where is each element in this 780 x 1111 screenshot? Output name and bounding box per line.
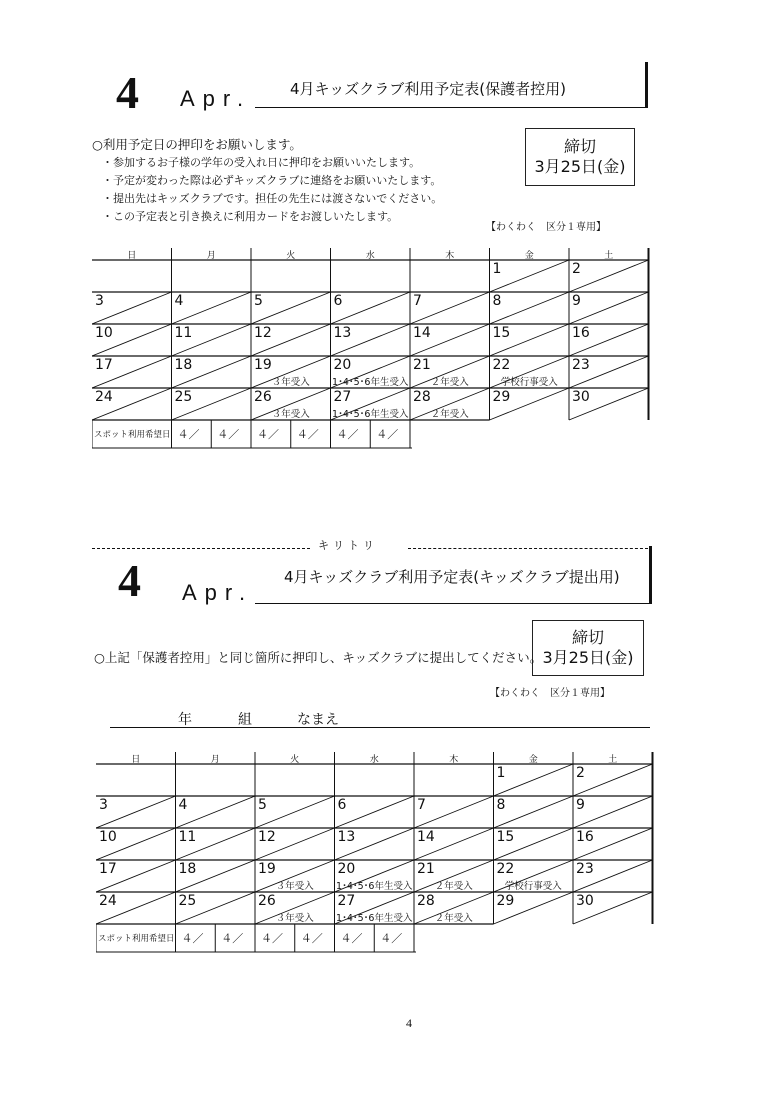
day-number: 25	[178, 893, 197, 909]
day-number: 11	[174, 325, 193, 341]
spot-date-field[interactable]: ４／	[296, 428, 319, 441]
deadline-label: 締切	[563, 137, 596, 156]
day-number: 17	[99, 861, 117, 877]
spot-date-field[interactable]: ４／	[340, 932, 363, 945]
name-label: なまえ	[297, 712, 339, 728]
day-number: 28	[413, 389, 431, 405]
day-number: 23	[576, 861, 594, 877]
spot-label: スポット利用希望日	[94, 430, 171, 440]
notes	[92, 136, 442, 226]
day-number: 9	[572, 293, 581, 309]
acceptance-label: ２年受入	[434, 913, 473, 924]
acceptance-label: 1･4･5･6年生受入	[336, 881, 413, 892]
day-number: 22	[496, 861, 515, 877]
cell-diagonal	[251, 292, 331, 324]
acceptance-label: ３年受入	[275, 881, 314, 892]
cell-diagonal	[573, 796, 653, 828]
acceptance-label: ２年受入	[430, 377, 469, 388]
day-number: 2	[576, 765, 585, 781]
day-number: 17	[95, 357, 113, 373]
day-number: 14	[417, 829, 435, 845]
day-number: 13	[333, 325, 352, 341]
notes-heading: ○利用予定日の押印をお願いします。	[92, 137, 302, 152]
weekday-label: 土	[604, 251, 614, 261]
weekday-label: 日	[131, 755, 141, 765]
cell-diagonal	[331, 292, 411, 324]
calendar-grid	[96, 752, 655, 964]
day-number: 1	[496, 765, 506, 781]
title-underline	[255, 603, 650, 604]
day-number: 6	[337, 797, 347, 813]
month-number: 4	[118, 555, 141, 606]
title-bar	[645, 62, 648, 108]
acceptance-label: 1･4･5･6年生受入	[332, 377, 409, 388]
day-number: 13	[337, 829, 356, 845]
day-number: 9	[576, 797, 585, 813]
cell-diagonal	[176, 796, 256, 828]
calendar-grid	[92, 248, 651, 460]
spot-date-field[interactable]: ４／	[181, 932, 204, 945]
day-number: 11	[178, 829, 197, 845]
day-number: 19	[254, 357, 272, 373]
cell-diagonal	[490, 292, 570, 324]
day-number: 5	[254, 293, 263, 309]
spot-date-field[interactable]: ４／	[257, 428, 279, 441]
day-number: 30	[572, 389, 590, 405]
page-title: 4月キッズクラブ利用予定表(保護者控用)	[290, 80, 566, 98]
cell-diagonal	[494, 764, 574, 796]
page-title: 4月キッズクラブ利用予定表(キッズクラブ提出用)	[284, 568, 620, 586]
day-number: 7	[417, 797, 426, 813]
cell-diagonal	[414, 796, 494, 828]
deadline-box	[532, 620, 644, 676]
cell-diagonal	[92, 292, 172, 324]
month-abbr: Apr.	[182, 580, 254, 605]
tag-label: 【わくわく 区分１専用】	[486, 222, 606, 233]
month-number: 4	[116, 67, 139, 118]
cut-label: キリトリ	[318, 539, 378, 552]
day-number: 8	[492, 293, 502, 309]
weekday-label: 木	[445, 251, 455, 261]
acceptance-label: ２年受入	[430, 409, 469, 420]
day-number: 18	[178, 861, 197, 877]
day-number: 4	[174, 293, 184, 309]
day-number: 5	[258, 797, 267, 813]
instruction: ○上記「保護者控用」と同じ箇所に押印し、キッズクラブに提出してください。	[94, 650, 543, 665]
day-number: 12	[254, 325, 272, 341]
day-number: 1	[492, 261, 502, 277]
title-bar	[649, 546, 652, 604]
page-number: 4	[406, 1016, 412, 1030]
day-number: 15	[496, 829, 515, 845]
title-underline	[255, 107, 646, 108]
class-label: 組	[238, 712, 252, 728]
day-number: 30	[576, 893, 594, 909]
cell-diagonal	[410, 292, 490, 324]
spot-date-field[interactable]: ４／	[177, 428, 200, 441]
weekday-label: 水	[365, 251, 375, 261]
day-number: 16	[576, 829, 594, 845]
day-number: 3	[95, 293, 104, 309]
day-number: 21	[417, 861, 435, 877]
spot-label: スポット利用希望日	[98, 934, 175, 944]
spot-date-field[interactable]: ４／	[376, 428, 399, 441]
weekday-label: 土	[608, 755, 618, 765]
cell-diagonal	[494, 796, 574, 828]
cell-diagonal	[569, 260, 649, 292]
cut-line-right	[408, 548, 648, 549]
day-number: 27	[337, 893, 356, 909]
cell-diagonal	[569, 292, 649, 324]
day-number: 20	[337, 861, 356, 877]
acceptance-label: ２年受入	[434, 881, 473, 892]
day-number: 14	[413, 325, 431, 341]
spot-date-field[interactable]: ４／	[336, 428, 359, 441]
cell-diagonal	[255, 796, 335, 828]
acceptance-label: 学校行事受入	[504, 881, 562, 892]
deadline-box	[525, 128, 635, 186]
day-number: 20	[333, 357, 352, 373]
day-number: 15	[492, 325, 511, 341]
day-number: 3	[99, 797, 108, 813]
cell-diagonal	[335, 796, 415, 828]
deadline-date: 3月25日(金)	[542, 648, 634, 667]
weekday-label: 木	[449, 755, 459, 765]
weekday-label: 月	[206, 251, 216, 261]
day-number: 4	[178, 797, 188, 813]
spot-date-field[interactable]: ４／	[261, 932, 283, 945]
weekday-label: 火	[286, 251, 296, 261]
note-item: ・予定が変わった際は必ずキッズクラブに連絡をお願いいたします。	[102, 174, 442, 187]
day-number: 23	[572, 357, 590, 373]
cut-line-left	[92, 548, 310, 549]
day-number: 7	[413, 293, 422, 309]
cell-diagonal	[172, 292, 252, 324]
deadline-label: 締切	[571, 628, 604, 647]
day-number: 26	[254, 389, 272, 405]
day-number: 29	[492, 389, 511, 405]
spot-date-field[interactable]: ４／	[300, 932, 323, 945]
day-number: 12	[258, 829, 276, 845]
day-number: 21	[413, 357, 431, 373]
weekday-label: 水	[369, 755, 379, 765]
day-number: 19	[258, 861, 276, 877]
day-number: 18	[174, 357, 193, 373]
acceptance-label: ３年受入	[271, 377, 310, 388]
year-label: 年	[178, 712, 192, 728]
day-number: 27	[333, 389, 352, 405]
acceptance-label: 学校行事受入	[500, 377, 558, 388]
day-number: 28	[417, 893, 435, 909]
day-number: 6	[333, 293, 343, 309]
cell-diagonal	[96, 796, 176, 828]
note-item: ・提出先はキッズクラブです。担任の先生には渡さないでください。	[102, 192, 443, 205]
acceptance-label: 1･4･5･6年生受入	[332, 409, 409, 420]
acceptance-label: 1･4･5･6年生受入	[336, 913, 413, 924]
day-number: 10	[95, 325, 113, 341]
acceptance-label: ３年受入	[275, 913, 314, 924]
day-number: 16	[572, 325, 590, 341]
spot-date-field[interactable]: ４／	[221, 932, 244, 945]
day-number: 26	[258, 893, 276, 909]
acceptance-label: ３年受入	[271, 409, 310, 420]
weekday-label: 金	[524, 251, 534, 261]
month-abbr: Apr.	[180, 86, 252, 111]
cell-diagonal	[490, 260, 570, 292]
weekday-label: 月	[210, 755, 220, 765]
weekday-label: 日	[127, 251, 137, 261]
day-number: 24	[95, 389, 113, 405]
note-item: ・参加するお子様の学年の受入れ日に押印をお願いいたします。	[102, 156, 421, 169]
weekday-label: 金	[528, 755, 538, 765]
weekday-label: 火	[290, 755, 300, 765]
tag-label: 【わくわく 区分１専用】	[490, 688, 610, 699]
deadline-date: 3月25日(金)	[534, 157, 626, 176]
day-number: 24	[99, 893, 117, 909]
day-number: 25	[174, 389, 193, 405]
spot-date-field[interactable]: ４／	[217, 428, 240, 441]
day-number: 2	[572, 261, 581, 277]
name-row	[110, 713, 650, 728]
day-number: 29	[496, 893, 515, 909]
spot-date-field[interactable]: ４／	[380, 932, 403, 945]
day-number: 22	[492, 357, 511, 373]
day-number: 10	[99, 829, 117, 845]
day-number: 8	[496, 797, 506, 813]
note-item: ・この予定表と引き換えに利用カードをお渡しいたします。	[102, 210, 399, 223]
cell-diagonal	[573, 764, 653, 796]
